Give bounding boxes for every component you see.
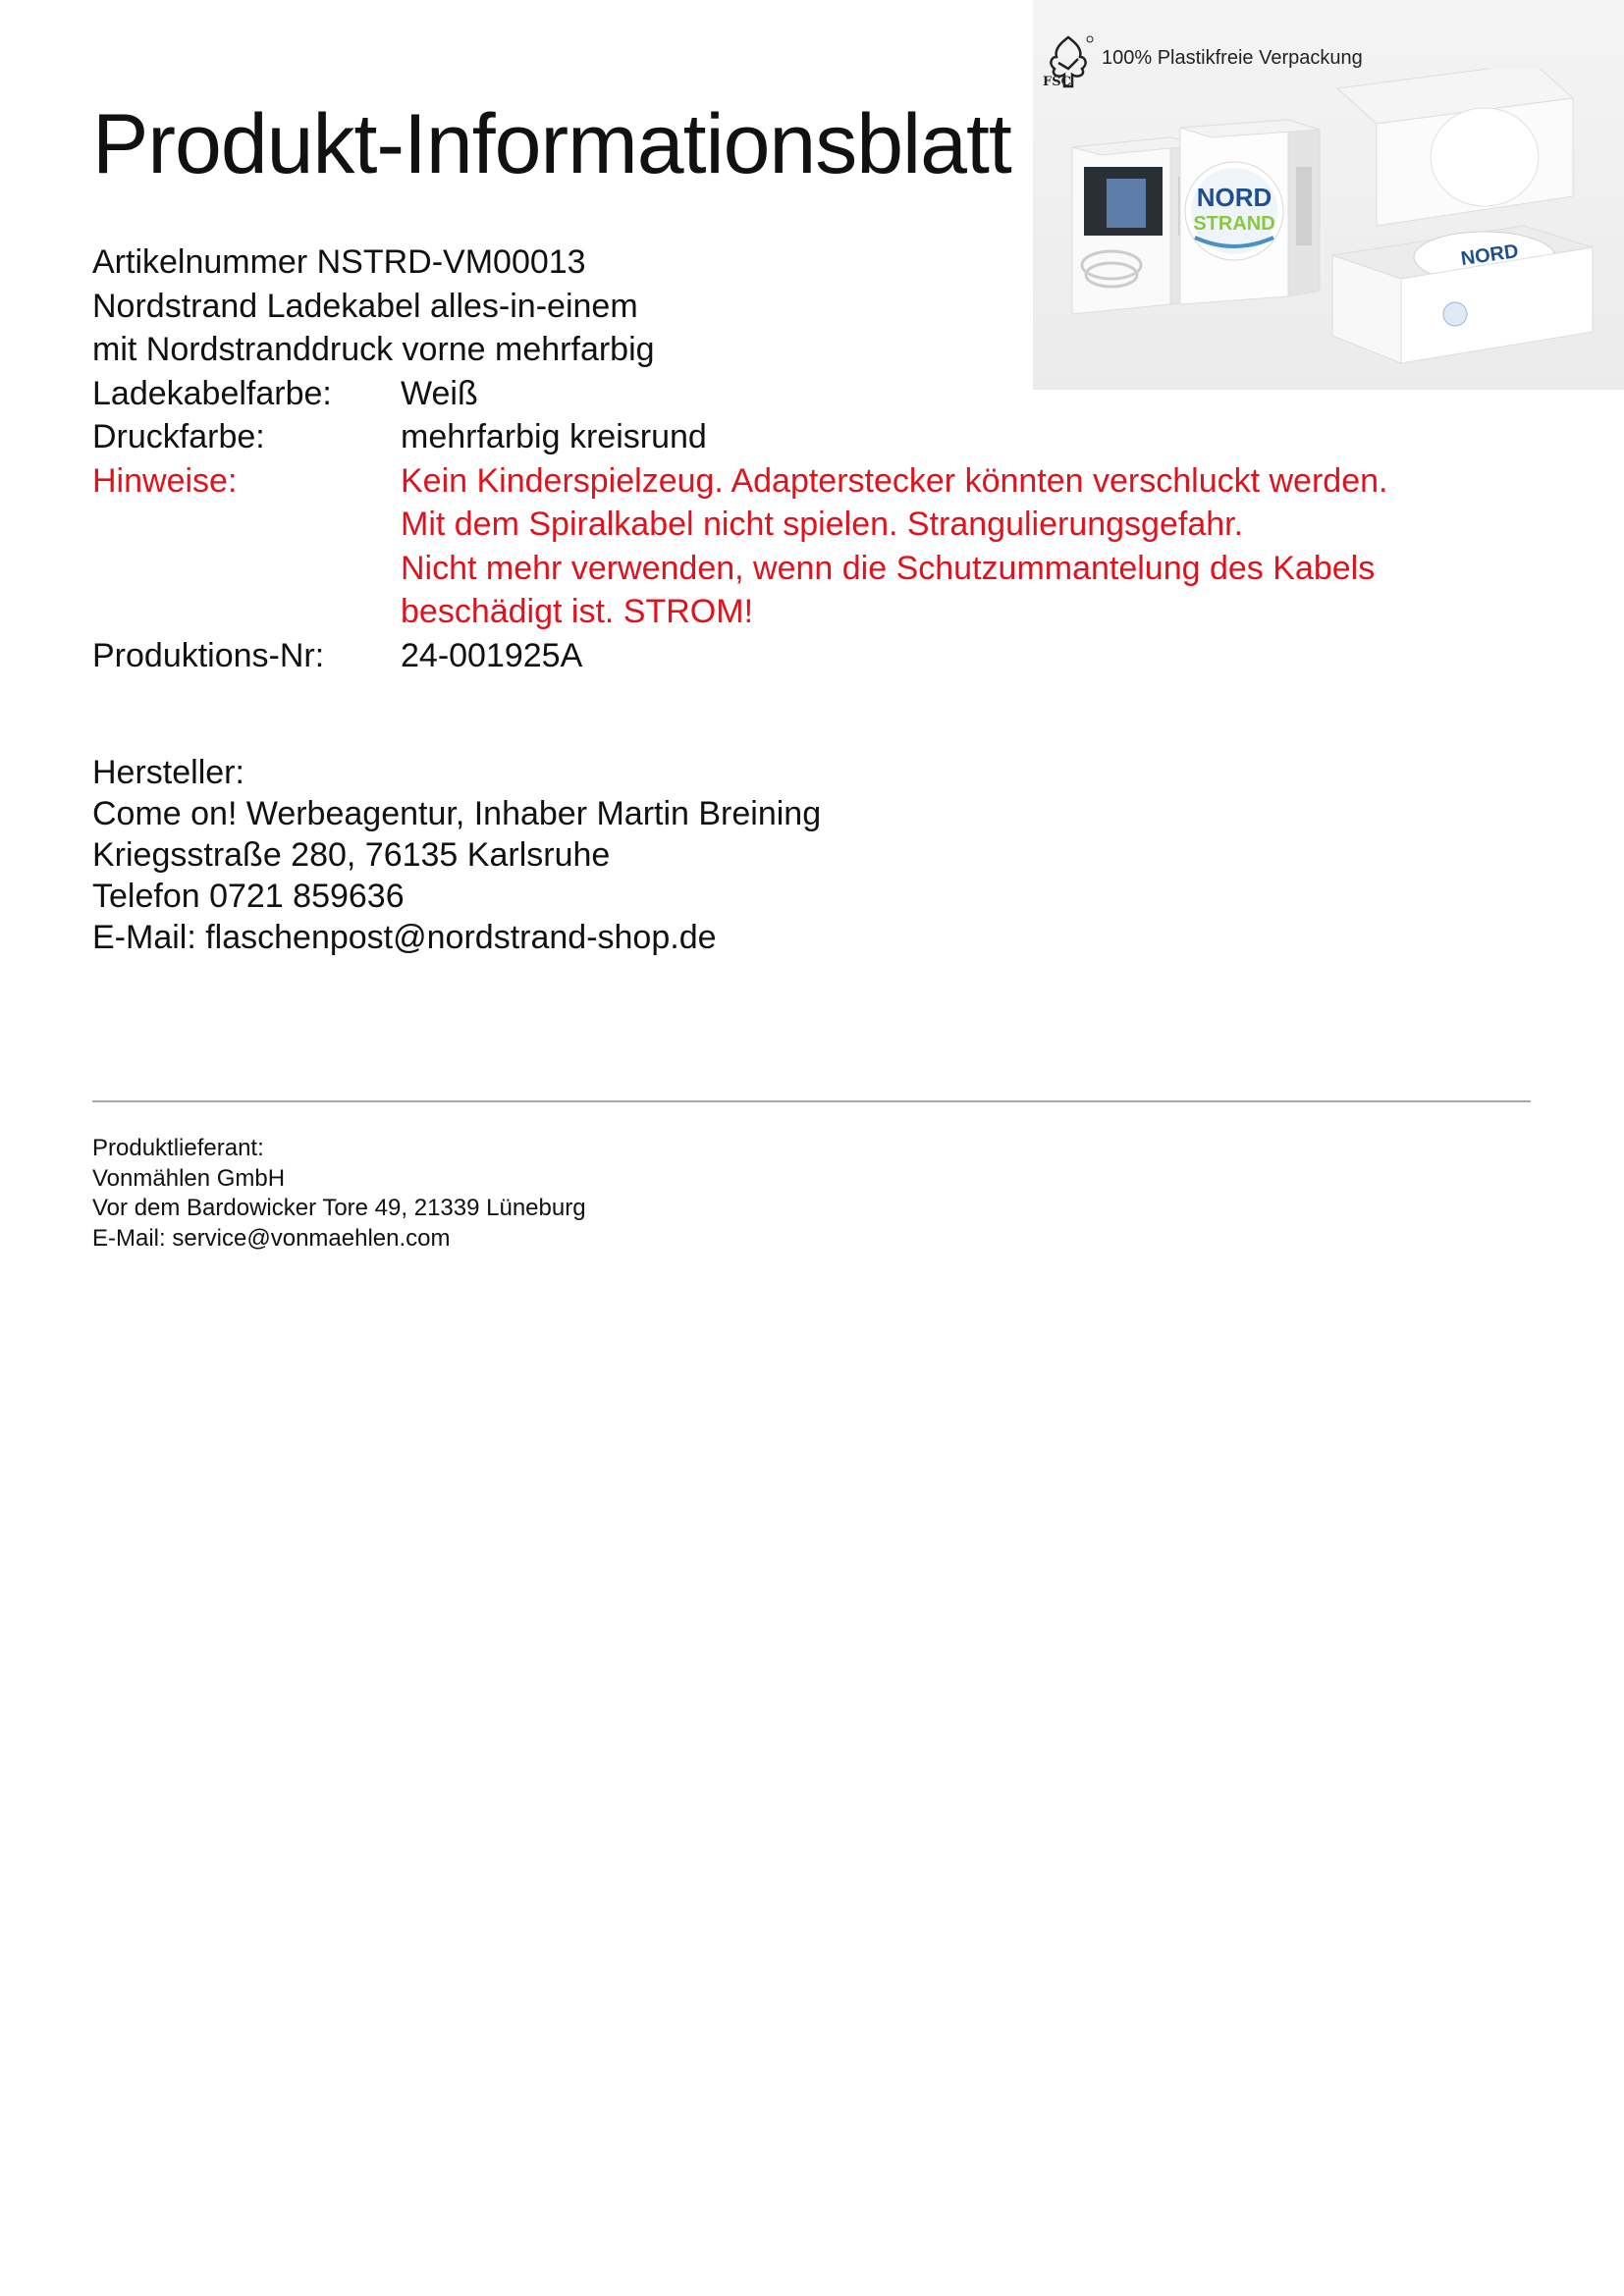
- spec-row-cable-color: [92, 372, 1387, 416]
- notes-line: Nicht mehr verwenden, wenn die Schutzummantelung des Kabels: [401, 549, 1376, 587]
- production-row: [92, 634, 1387, 678]
- supplier-heading: Produktlieferant:: [92, 1135, 264, 1161]
- notes-line: Mit dem Spiralkabel nicht spielen. Strangulierungsgefahr.: [401, 506, 1244, 543]
- box-brand-top: NORD: [1196, 183, 1272, 212]
- manufacturer-phone: Telefon 0721 859636: [92, 878, 405, 915]
- article-name-line-1: Nordstrand Ladekabel alles-in-einem: [92, 287, 638, 325]
- production-label: Produktions-Nr:: [92, 636, 325, 674]
- product-info: [92, 240, 1387, 677]
- manufacturer-company: Come on! Werbeagentur, Inhaber Martin Breining: [92, 795, 822, 832]
- packaging-label: 100% Plastikfreie Verpackung: [1102, 47, 1363, 69]
- supplier-email: E-Mail: service@vonmaehlen.com: [92, 1224, 451, 1252]
- notes-line: beschädigt ist. STROM!: [401, 593, 754, 630]
- article-name-line-2: mit Nordstranddruck vorne mehrfarbig: [92, 331, 655, 368]
- manufacturer-email: E-Mail: flaschenpost@nordstrand-shop.de: [92, 919, 717, 956]
- page-title: Produkt-Informationsblatt: [92, 97, 1011, 191]
- divider: [92, 1100, 1531, 1102]
- spec-row-print-color: [92, 415, 1387, 459]
- manufacturer-address: Kriegsstraße 280, 76135 Karlsruhe: [92, 836, 611, 874]
- supplier-address: Vor dem Bardowicker Tore 49, 21339 Lüneburg: [92, 1195, 586, 1221]
- spec-value: mehrfarbig kreisrund: [401, 418, 707, 455]
- manufacturer-block: [92, 752, 821, 958]
- supplier-company: Vonmählen GmbH: [92, 1164, 286, 1192]
- notes-label: Hinweise:: [92, 461, 238, 500]
- notes-line: Kein Kinderspielzeug. Adapterstecker könnten verschluckt werden.: [401, 461, 1388, 500]
- production-number: 24-001925A: [401, 636, 583, 674]
- fsc-logo-text: FSC: [1043, 75, 1071, 89]
- manufacturer-heading: Hersteller:: [92, 754, 244, 791]
- notes-row: [92, 459, 1387, 634]
- article-number: Artikelnummer NSTRD-VM00013: [92, 243, 586, 281]
- box-brand-bottom: STRAND: [1193, 213, 1275, 235]
- spec-label: Druckfarbe:: [92, 418, 265, 455]
- svg-text:NORD: NORD: [1459, 240, 1520, 271]
- supplier-block: [92, 1134, 586, 1254]
- spec-value: Weiß: [401, 374, 478, 412]
- spec-label: Ladekabelfarbe:: [92, 374, 332, 412]
- notes-text: [401, 459, 1387, 634]
